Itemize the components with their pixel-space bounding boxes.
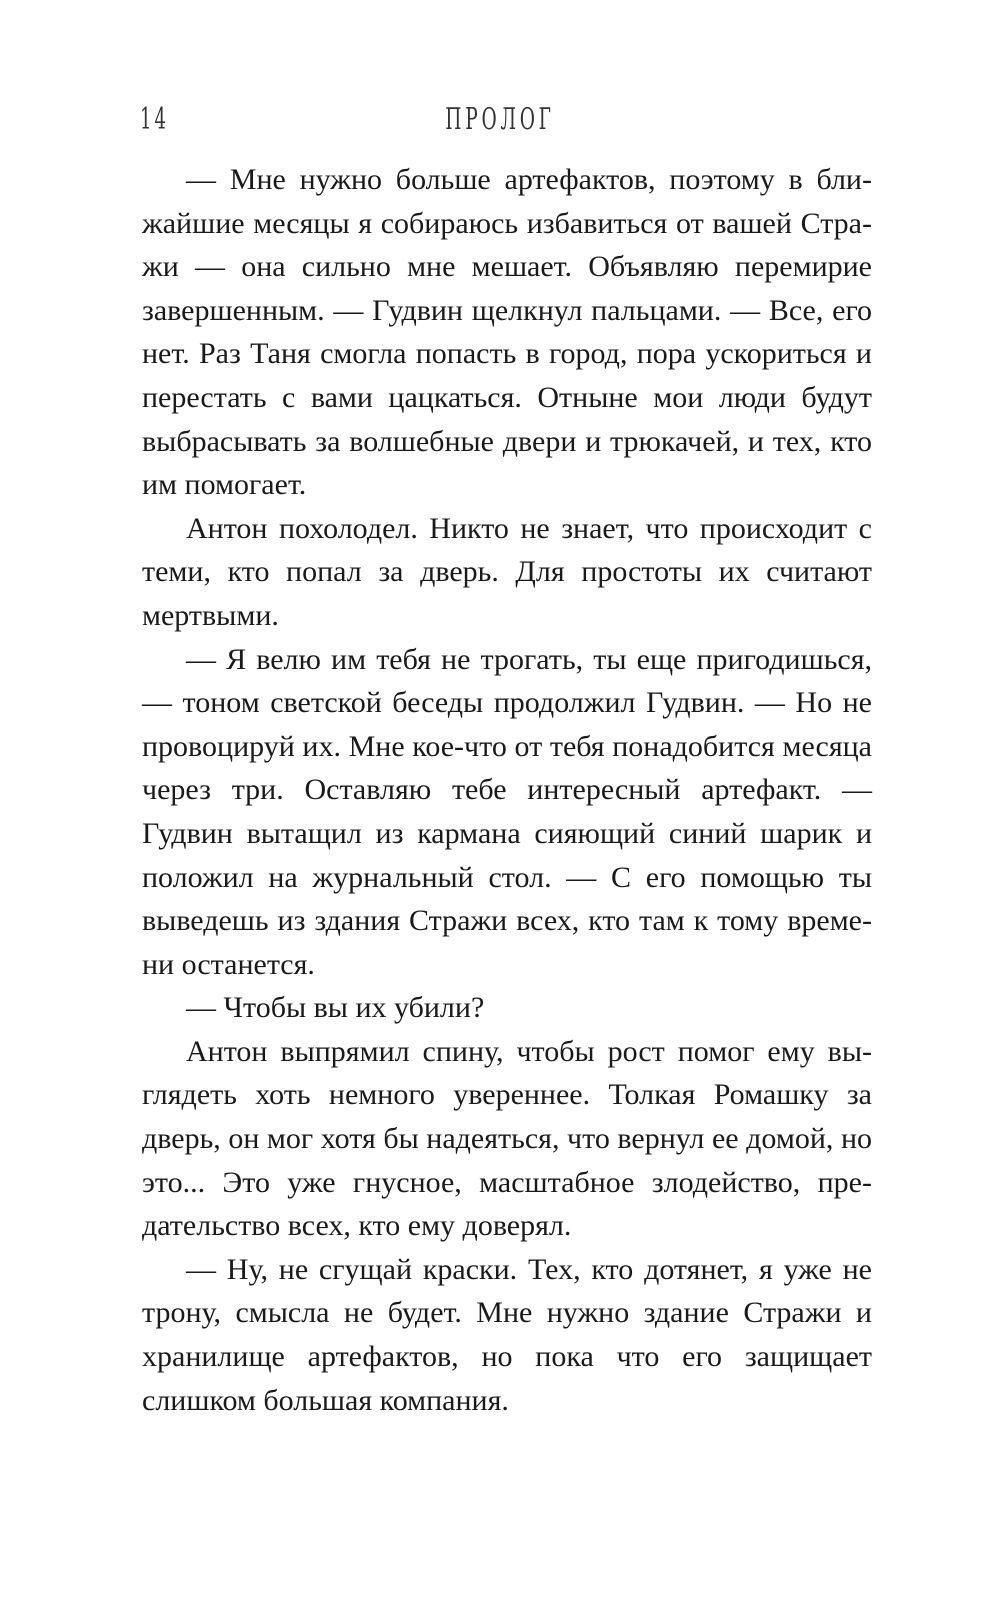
paragraph: — Ну, не сгущай краски. Тех, кто дотянет, я уже не трону, смысла не будет. Мне нужно здание Стражи и хранилище артефактов, но пока что его защищает слишком большая компания.: [142, 1252, 872, 1417]
chapter-title: ПРОЛОГ: [445, 102, 555, 137]
page-number: 14: [140, 102, 169, 137]
body-text: [142, 158, 872, 1422]
paragraph: — Мне нужно больше артефактов, поэтому в ближайшие месяцы я собираюсь избавиться от вашей Стражи — она сильно мне мешает. Объявляю перемирие завершенным. — Гудвин щелкнул пальцами. — Все, его нет. Раз Таня смогла попасть в город, пора ускориться и перестать с вами цацкаться. Отныне мои люди будут выбрасывать за волшебные двери и трюкачей, и тех, кто им помогает.: [142, 163, 872, 502]
paragraph: Антон похолодел. Никто не знает, что происходит с теми, кто попал за дверь. Для простоты их считают мертвыми.: [142, 511, 872, 632]
paragraph: — Чтобы вы их убили?: [186, 991, 485, 1025]
paragraph: Антон выпрямил спину, чтобы рост помог ему выглядеть хоть немного увереннее. Толкая Ромашку за дверь, он мог хотя бы надеяться, что вернул ее домой, но это... Это уже гнусное, масштабное злодейство, предательство всех, кто ему доверял.: [142, 1034, 872, 1243]
paragraph: — Я велю им тебя не трогать, ты еще пригодишься, — тоном светской беседы продолжил Гудвин. — Но не провоцируй их. Мне кое-что от тебя понадобится месяца через три. Оставляю тебе интересный артефакт. — Гудвин вытащил из кармана сияющий синий шарик и положил на журнальный стол. — С его помощью ты выведешь из здания Стражи всех, кто там к тому времени останется.: [142, 642, 872, 981]
page-header: [0, 102, 1000, 152]
